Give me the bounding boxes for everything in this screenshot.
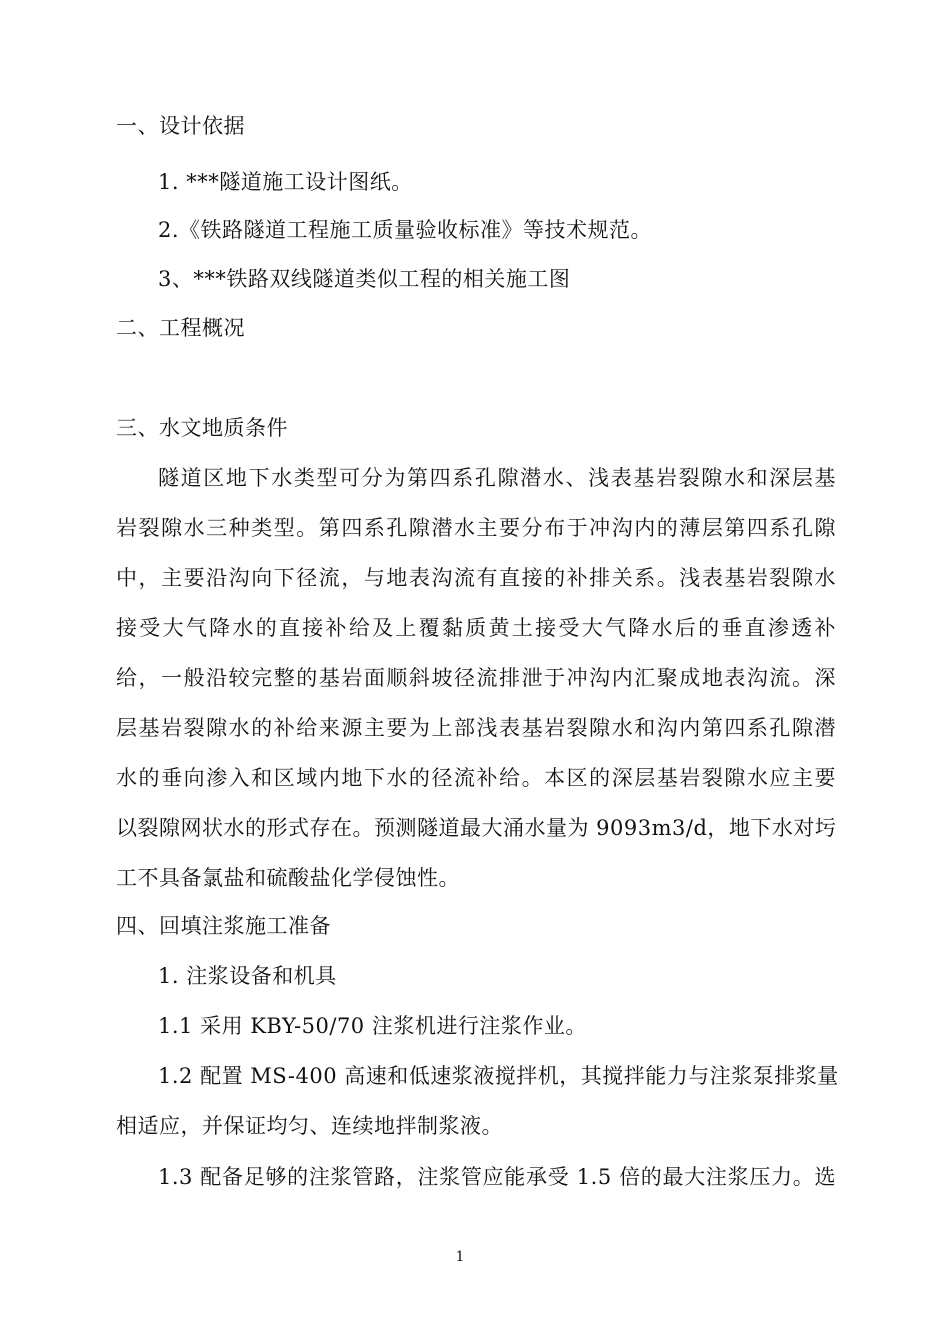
section-heading-grouting-preparation: 四、回填注浆施工准备 [116,914,331,938]
basis-item-2: 2.《铁路隧道工程施工质量验收标准》等技术规范。 [158,218,653,242]
section-heading-hydrogeology: 三、水文地质条件 [116,416,288,440]
paragraph-line: 层基岩裂隙水的补给来源主要为上部浅表基岩裂隙水和沟内第四系孔隙潜 [116,716,836,740]
section-heading-project-overview: 二、工程概况 [116,316,245,340]
paragraph-line: 工不具备氯盐和硫酸盐化学侵蚀性。 [116,866,460,890]
basis-item-1: 1. ***隧道施工设计图纸。 [158,170,413,194]
paragraph-line: 水的垂向渗入和区域内地下水的径流补给。本区的深层基岩裂隙水应主要 [116,766,836,790]
grouting-item-1: 1. 注浆设备和机具 [158,964,337,988]
paragraph-line: 岩裂隙水三种类型。第四系孔隙潜水主要分布于冲沟内的薄层第四系孔隙 [116,516,836,540]
basis-item-3: 3、***铁路双线隧道类似工程的相关施工图 [158,267,571,291]
page-number: 1 [455,1249,465,1265]
paragraph-line: 以裂隙网状水的形式存在。预测隧道最大涌水量为 9093m3/d，地下水对圬 [116,816,837,840]
section-heading-design-basis: 一、设计依据 [116,114,245,138]
grouting-item-1-2-line: 相适应，并保证均匀、连续地拌制浆液。 [116,1114,503,1138]
grouting-item-1-1: 1.1 采用 KBY-50/70 注浆机进行注浆作业。 [158,1014,587,1038]
paragraph-line: 接受大气降水的直接补给及上覆黏质黄土接受大气降水后的垂直渗透补 [116,616,836,640]
paragraph-line: 中，主要沿沟向下径流，与地表沟流有直接的补排关系。浅表基岩裂隙水 [116,566,836,590]
grouting-item-1-2-line: 1.2 配置 MS-400 高速和低速浆液搅拌机，其搅拌能力与注浆泵排浆量 [158,1064,839,1088]
paragraph-line: 给，一般沿较完整的基岩面顺斜坡径流排泄于冲沟内汇聚成地表沟流。深 [116,666,836,690]
grouting-item-1-3: 1.3 配备足够的注浆管路，注浆管应能承受 1.5 倍的最大注浆压力。选 [158,1165,836,1189]
paragraph-line: 隧道区地下水类型可分为第四系孔隙潜水、浅表基岩裂隙水和深层基 [158,466,836,490]
